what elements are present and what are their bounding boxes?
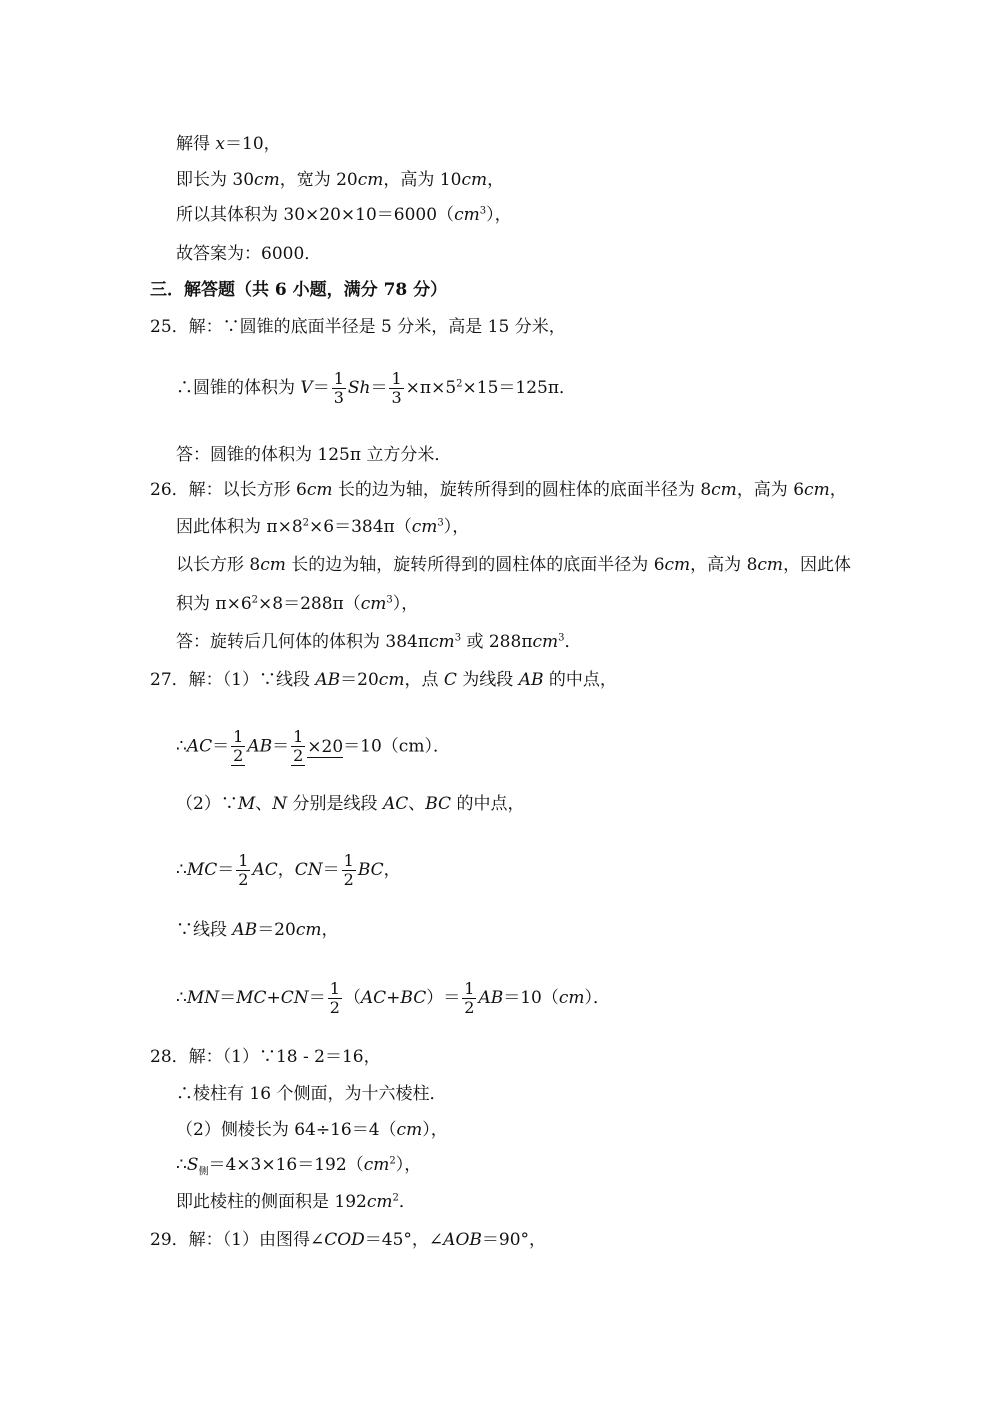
line-dimensions: 即长为 30cm，宽为 20cm，高为 10cm，	[176, 170, 505, 190]
q28-line1: 28．解：（1）∵18 - 2＝16，	[150, 1047, 381, 1067]
q26-line1: 26．解：以长方形 6cm 长的边为轴，旋转所得到的圆柱体的底面半径为 8cm，高为 6cm，	[150, 480, 847, 500]
q27-line4: ∴MC＝ $\frac{1}{2}$ AC，CN＝ $\frac{1}{2}$ BC，	[176, 851, 401, 889]
q28-line2: ∴棱柱有 16 个侧面，为十六棱柱．	[176, 1084, 447, 1104]
fraction: $\frac{1}{2}$	[464, 979, 475, 1017]
fraction: $\frac{1}{3}$	[391, 369, 402, 407]
fraction: $\frac{1}{2}$	[343, 851, 354, 889]
q28-line4: $\therefore S_侧=4\times 3\times 16=192(cm^2)$，	[176, 1155, 422, 1178]
q26-line5: 答：旋转后几何体的体积为 384πcm$^3$ 或 288πcm$^3$．	[176, 632, 582, 652]
fraction: $\frac{1}{2}$	[233, 727, 244, 765]
line-answer: 故答案为：6000．	[176, 244, 322, 264]
q27-line1: 27．解：（1）∵线段 AB＝20cm，点 C 为线段 AB 的中点，	[150, 670, 617, 690]
fraction: $\frac{1}{2}$	[293, 727, 304, 765]
fraction: $\frac{1}{2}$	[329, 979, 340, 1017]
q29-line1: 29．解：（1）由图得∠COD＝45°，∠AOB＝90°，	[150, 1230, 547, 1250]
q27-line2: ∴AC＝ $\frac{1}{2}$ AB＝ $\frac{1}{2}$ ×20＝10（cm）．	[176, 727, 450, 765]
q27-line5: ∵线段 AB＝20cm，	[176, 920, 339, 940]
fraction: $\frac{1}{2}$	[238, 851, 249, 889]
q26-line2: 因此体积为 $\pi\times 8^2\times 6=384\pi(cm^3)$，	[176, 517, 470, 537]
line-solve-x: 解得 x＝10，	[176, 134, 281, 154]
fraction: $\frac{1}{3}$	[333, 369, 344, 407]
q25-line3: 答：圆锥的体积为 125π 立方分米．	[176, 445, 452, 465]
q25-line2: ∴圆锥的体积为 V＝ $\frac{1}{3}$ Sh＝ $\frac{1}{3}$ $\times\pi\times 5^2\times 15=125\pi$．	[176, 369, 577, 407]
line-volume: 所以其体积为 $30\times 20\times 10=6000(cm^3)$，	[176, 205, 512, 225]
section-heading: 三．解答题（共 6 小题，满分 78 分）	[150, 280, 448, 300]
q27-line3: （2）∵M、N 分别是线段 AC、BC 的中点，	[176, 794, 525, 814]
q26-line4: 积为 $\pi\times 6^2\times 8=288\pi(cm^3)$，	[176, 594, 419, 614]
q27-line6: ∴MN＝MC+CN＝ $\frac{1}{2}$ （AC+BC）＝ $\frac{1}{2}$ AB＝10（cm）．	[176, 979, 611, 1017]
q25-line1: 25．解：∵圆锥的底面半径是 5 分米，高是 15 分米，	[150, 317, 566, 337]
q28-line5: 即此棱柱的侧面积是 $192cm^2$．	[176, 1192, 416, 1212]
q26-line3: 以长方形 8cm 长的边为轴，旋转所得到的圆柱体的底面半径为 6cm，高为 8cm，因此体	[176, 555, 852, 575]
q28-line3: （2）侧棱长为 64÷16＝4（cm），	[176, 1120, 448, 1140]
